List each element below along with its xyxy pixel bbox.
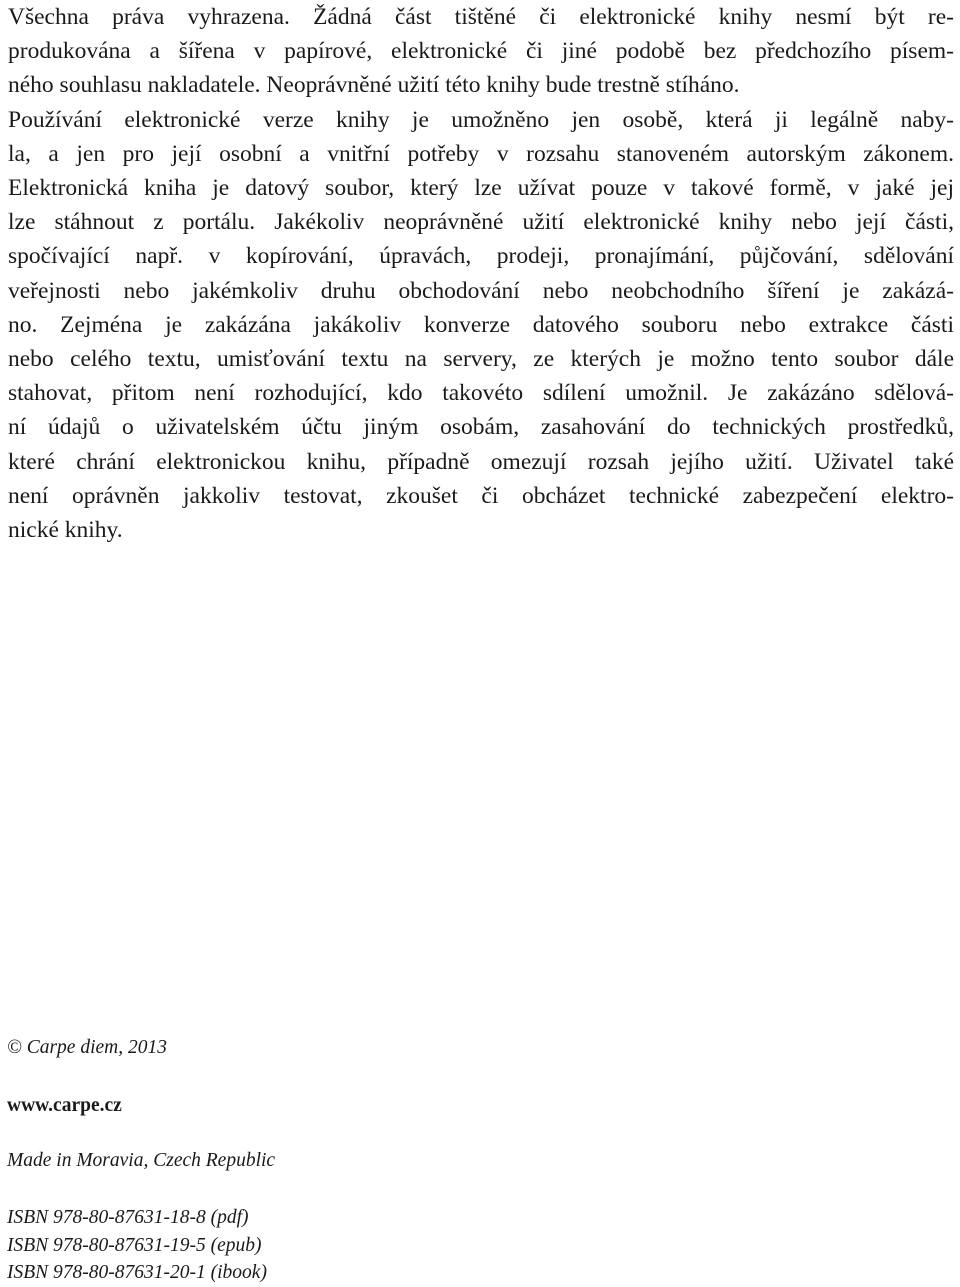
copyright-notice: © Carpe diem, 2013: [7, 1037, 167, 1058]
legal-line: produkována a šířena v papírové, elektronické či jiné podobě bez předchozího písem-: [8, 38, 954, 65]
legal-line: které chrání elektronickou knihu, případně omezují rozsah jejího užití. Uživatel také: [8, 448, 954, 475]
legal-notice: [8, 0, 954, 547]
legal-line: lze stáhnout z portálu. Jakékoliv neoprávněné užití elektronické knihy nebo její části,: [8, 209, 954, 236]
isbn-ibook: ISBN 978-80-87631-20-1 (ibook): [7, 1262, 267, 1283]
isbn-pdf: ISBN 978-80-87631-18-8 (pdf): [7, 1207, 249, 1228]
legal-line: Používání elektronické verze knihy je umožněno jen osobě, která ji legálně naby-: [8, 106, 954, 133]
legal-line: Všechna práva vyhrazena. Žádná část tištěné či elektronické knihy nesmí být re-: [8, 4, 954, 30]
legal-line: veřejnosti nebo jakémkoliv druhu obchodování nebo neobchodního šíření je zakázá-: [8, 277, 954, 304]
legal-line: nebo celého textu, umisťování textu na servery, ze kterých je možno tento soubor dále: [8, 346, 954, 373]
legal-line: la, a jen pro její osobní a vnitřní potřeby v rozsahu stanoveném autorským zákonem.: [8, 140, 954, 167]
legal-line: nické knihy.: [8, 517, 123, 544]
legal-line: stahovat, přitom není rozhodující, kdo takovéto sdílení umožnil. Je zakázáno sdělová-: [8, 380, 954, 407]
legal-line: no. Zejména je zakázána jakákoliv konverze datového souboru nebo extrakce části: [8, 311, 954, 338]
isbn-epub: ISBN 978-80-87631-19-5 (epub): [7, 1234, 262, 1256]
origin-statement: Made in Moravia, Czech Republic: [7, 1150, 276, 1171]
isbn-list: [7, 1204, 267, 1287]
legal-line: ného souhlasu nakladatele. Neoprávněné užití této knihy bude trestně stíháno.: [8, 72, 740, 99]
legal-line: spočívající např. v kopírování, úpravách, prodeji, pronajímání, půjčování, sdělování: [8, 243, 954, 270]
legal-line: ní údajů o uživatelském účtu jiným osobám, zasahování do technických prostředků,: [8, 414, 954, 441]
publisher-website: www.carpe.cz: [7, 1095, 122, 1116]
legal-line: Elektronická kniha je datový soubor, který lze užívat pouze v takové formě, v jaké jej: [8, 175, 954, 202]
legal-line: není oprávněn jakkoliv testovat, zkoušet či obcházet technické zabezpečení elektro-: [8, 482, 954, 509]
